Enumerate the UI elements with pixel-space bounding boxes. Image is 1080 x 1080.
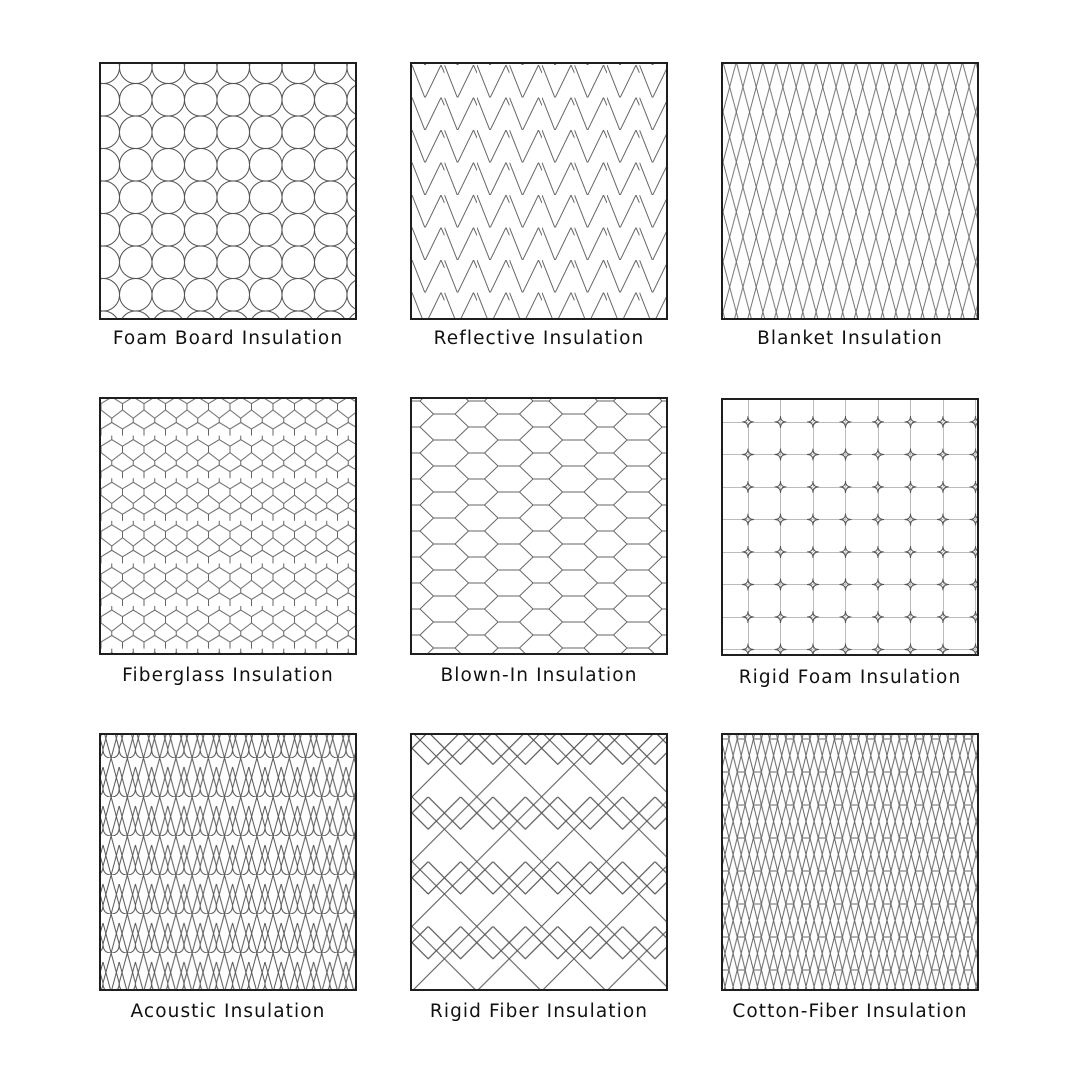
blanket-pattern — [721, 62, 979, 320]
swatch-label: Foam Board Insulation — [112, 328, 344, 349]
swatch-label: Rigid Fiber Insulation — [429, 1001, 649, 1022]
reflective-pattern — [410, 62, 668, 320]
rigid-foam-pattern — [721, 398, 979, 656]
foam-board-pattern — [99, 62, 357, 320]
blown-in-pattern — [410, 397, 668, 655]
swatch-label: Rigid Foam Insulation — [738, 667, 962, 688]
swatch-label: Reflective Insulation — [433, 328, 645, 349]
acoustic-pattern — [99, 733, 357, 991]
swatch-label: Blown-In Insulation — [440, 665, 638, 686]
swatch-label: Acoustic Insulation — [130, 1001, 326, 1022]
cotton-fiber-pattern — [721, 733, 979, 991]
swatch-label: Cotton-Fiber Insulation — [732, 1001, 968, 1022]
swatch-label: Fiberglass Insulation — [122, 665, 334, 686]
fiberglass-pattern — [99, 397, 357, 655]
swatch-label: Blanket Insulation — [757, 328, 943, 349]
rigid-fiber-pattern — [410, 733, 668, 991]
